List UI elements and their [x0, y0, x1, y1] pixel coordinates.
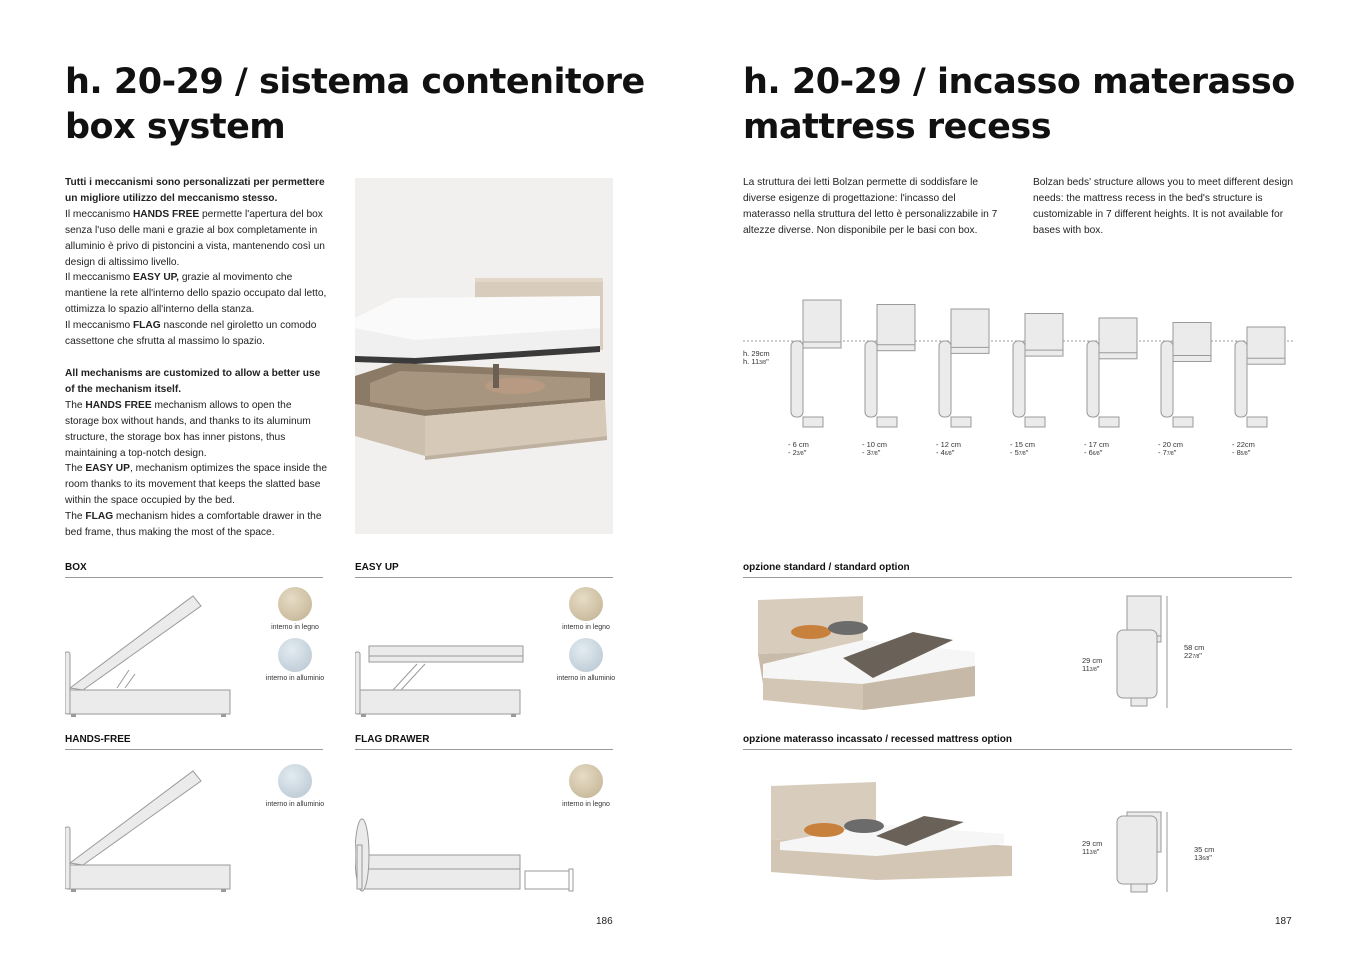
bed-frame-shape: [1161, 341, 1173, 417]
bed-frame-shape: [1087, 341, 1099, 417]
page-number-right: 187: [1275, 916, 1292, 927]
bed-foot-shape: [1025, 417, 1045, 427]
bed-frame-shape: [791, 341, 803, 417]
wood-swatch: [569, 764, 603, 798]
paragraph: Il meccanismo HANDS FREE permette l'apertura del box senza l'uso delle mani e grazie al box completamente in alluminio è privo di pistoncini a vista, mantenendo così un design di altissimo livello.: [65, 208, 325, 268]
bed-frame-shape: [1235, 341, 1247, 417]
recess-option-label: - 6 cm - 23/8": [788, 440, 809, 457]
intro-text-left: [65, 175, 327, 541]
recess-heights-diagram: [743, 290, 1293, 440]
english-description: [65, 366, 327, 541]
bed-foot-shape: [803, 417, 823, 427]
section-header-recessed: opzione materasso incassato / recessed mattress option: [743, 734, 1292, 750]
headboard-shape: [803, 300, 841, 348]
italian-description-right: La struttura dei letti Bolzan permette di soddisfare le diverse esigenze di progettazione: l'incasso del materasso nella struttura del letto è personalizzabile in 7 altezze diverse. Non disponibile per le basi con box.: [743, 177, 998, 236]
section-header-easy-up: EASY UP: [355, 562, 613, 578]
standard-bed-photo: [753, 592, 983, 714]
recess-option-label: - 12 cm - 46/8": [936, 440, 962, 457]
recessed-bed-photo: [766, 780, 1016, 882]
recess-option-label: - 10 cm - 37/8": [862, 440, 888, 457]
standard-total-height: 58 cm 227/8": [1184, 643, 1205, 660]
paragraph: Il meccanismo FLAG nasconde nel giroletto un comodo cassettone che sfrutta al massimo lo spazio.: [65, 320, 317, 348]
paragraph: Il meccanismo EASY UP, grazie al movimento che mantiene la rete all'interno dello spazio occupato dal letto, ottimizza lo spazio all'interno della stanza.: [65, 272, 327, 316]
page-title-left: h. 20-29 / sistema contenitore box system: [65, 62, 645, 147]
bed-frame-shape: [1013, 341, 1025, 417]
recess-option-label: - 20 cm - 77/8": [1158, 440, 1184, 457]
recess-option-label: - 22cm - 85/8": [1232, 440, 1255, 457]
page-title-right: h. 20-29 / incasso materasso mattress recess: [743, 62, 1295, 147]
right-page: [678, 0, 1356, 959]
swatch-label: interno in alluminio: [265, 675, 325, 682]
headboard-shape: [951, 309, 989, 353]
aluminium-swatch: [278, 764, 312, 798]
page-number-left: 186: [596, 916, 613, 927]
section-header-flag-drawer: FLAG DRAWER: [355, 734, 613, 750]
paragraph: The FLAG mechanism hides a comfortable drawer in the bed frame, thus making the most of the space.: [65, 511, 322, 539]
aluminium-swatch: [278, 638, 312, 672]
swatch-label: interno in legno: [562, 801, 610, 808]
recessed-total-height: 35 cm 136/8": [1194, 845, 1215, 862]
easy-up-mechanism-diagram: [355, 590, 525, 720]
standard-bed-height: 29 cm 113/8": [1082, 656, 1103, 673]
bed-foot-shape: [877, 417, 897, 427]
storage-bed-photo: [355, 178, 613, 534]
headboard-shape: [877, 305, 915, 351]
paragraph: All mechanisms are customized to allow a better use of the mechanism itself.: [65, 367, 321, 395]
aluminium-swatch: [569, 638, 603, 672]
swatch-label: interno in legno: [271, 624, 319, 631]
hands-free-mechanism-diagram: [65, 765, 235, 895]
paragraph: The HANDS FREE mechanism allows to open the storage box without hands, and thanks to its aluminum structure, the storage box has inner pistons, thus maintaining a top-notch design.: [65, 399, 311, 459]
recessed-profile-diagram: [1113, 808, 1173, 896]
recess-option-label: - 17 cm - 66/8": [1084, 440, 1110, 457]
swatch-label: interno in alluminio: [265, 801, 325, 808]
section-header-box: BOX: [65, 562, 323, 578]
swatch-label: interno in legno: [562, 624, 610, 631]
recessed-bed-height: 29 cm 113/8": [1082, 839, 1103, 856]
swatch-label: interno in alluminio: [556, 675, 616, 682]
section-header-hands-free: HANDS-FREE: [65, 734, 323, 750]
wood-swatch: [278, 587, 312, 621]
paragraph: The EASY UP, mechanism optimizes the space inside the room thanks to its movement that keeps the slatted base within the space occupied by the bed.: [65, 463, 327, 507]
bed-frame-shape: [939, 341, 951, 417]
section-header-standard: opzione standard / standard option: [743, 562, 1292, 578]
italian-description: [65, 175, 327, 350]
wood-swatch: [569, 587, 603, 621]
paragraph: Tutti i meccanismi sono personalizzati per permettere un migliore utilizzo del meccanismo stesso.: [65, 177, 325, 204]
reference-height-inches: h. 113/8": [743, 357, 769, 366]
bed-frame-shape: [865, 341, 877, 417]
standard-profile-diagram: [1113, 592, 1173, 712]
bed-foot-shape: [1099, 417, 1119, 427]
reference-height-label: h. 29cm h. 113/8": [743, 349, 770, 366]
bed-foot-shape: [1247, 417, 1267, 427]
flag-drawer-mechanism-diagram: [355, 765, 580, 895]
bed-foot-shape: [951, 417, 971, 427]
bed-foot-shape: [1173, 417, 1193, 427]
english-description-right: Bolzan beds' structure allows you to meet different design needs: the mattress recess in the bed's structure is customizable in 7 different heights. It is not available for bases with box.: [1033, 177, 1293, 236]
box-mechanism-diagram: [65, 590, 235, 720]
recess-option-label: - 15 cm - 57/8": [1010, 440, 1036, 457]
